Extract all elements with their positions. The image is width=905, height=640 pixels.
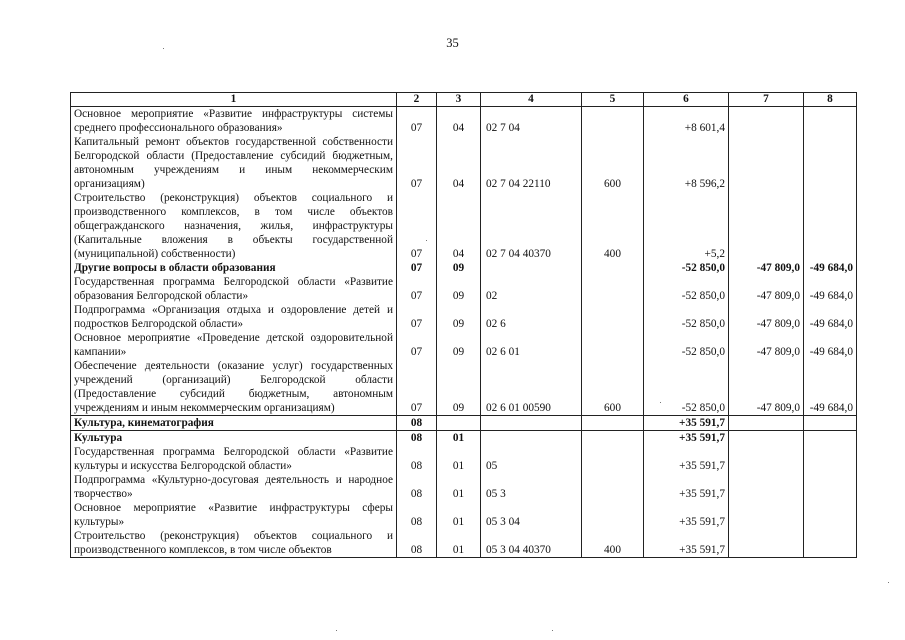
- expense-type-code: [582, 431, 644, 446]
- row-name: Основное мероприятие «Проведение детской оздоровительной кампании»: [71, 331, 397, 359]
- amount-col8: [804, 473, 857, 501]
- amount-col7: -47 809,0: [729, 303, 804, 331]
- expense-type-code: [582, 303, 644, 331]
- target-article-code: 05 3 04: [481, 501, 582, 529]
- amount-col6: +5,2: [644, 191, 729, 261]
- section-code: 08: [397, 431, 437, 446]
- amount-col8: -49 684,0: [804, 331, 857, 359]
- amount-col6: +8 601,4: [644, 107, 729, 136]
- amount-col6: -52 850,0: [644, 359, 729, 416]
- amount-col7: [729, 135, 804, 191]
- amount-col6: +35 591,7: [644, 445, 729, 473]
- scan-speck: [660, 402, 661, 403]
- amount-col6: +35 591,7: [644, 501, 729, 529]
- expense-type-code: [582, 501, 644, 529]
- scan-speck: [163, 48, 164, 49]
- target-article-code: 02 6 01 00590: [481, 359, 582, 416]
- target-article-code: 02 6 01: [481, 331, 582, 359]
- column-header: 1: [71, 93, 397, 107]
- scan-speck: [552, 630, 553, 631]
- table-row: [71, 275, 857, 303]
- table-row: [71, 431, 857, 446]
- amount-col7: [729, 431, 804, 446]
- amount-col8: -49 684,0: [804, 303, 857, 331]
- subsection-code: 04: [437, 191, 481, 261]
- amount-col6: -52 850,0: [644, 261, 729, 275]
- amount-col6: +35 591,7: [644, 431, 729, 446]
- row-name: Культура, кинематография: [71, 416, 397, 431]
- section-code: 07: [397, 135, 437, 191]
- subsection-code: 09: [437, 275, 481, 303]
- subsection-code: 01: [437, 445, 481, 473]
- column-header: 4: [481, 93, 582, 107]
- target-article-code: [481, 261, 582, 275]
- subsection-code: 01: [437, 529, 481, 558]
- amount-col6: +35 591,7: [644, 416, 729, 431]
- expense-type-code: [582, 416, 644, 431]
- amount-col6: +35 591,7: [644, 529, 729, 558]
- expense-type-code: [582, 445, 644, 473]
- section-code: 08: [397, 473, 437, 501]
- section-code: 07: [397, 191, 437, 261]
- table-row: [71, 331, 857, 359]
- table-row: [71, 529, 857, 558]
- amount-col6: -52 850,0: [644, 303, 729, 331]
- amount-col8: -49 684,0: [804, 275, 857, 303]
- target-article-code: 02 7 04: [481, 107, 582, 136]
- subsection-code: 01: [437, 501, 481, 529]
- scan-speck: [426, 240, 427, 241]
- amount-col8: [804, 416, 857, 431]
- amount-col8: [804, 191, 857, 261]
- subsection-code: 01: [437, 431, 481, 446]
- row-name: Основное мероприятие «Развитие инфраструктуры сферы культуры»: [71, 501, 397, 529]
- amount-col7: [729, 445, 804, 473]
- target-article-code: 02 7 04 22110: [481, 135, 582, 191]
- amount-col8: -49 684,0: [804, 359, 857, 416]
- row-name: Государственная программа Белгородской области «Развитие образования Белгородской области»: [71, 275, 397, 303]
- amount-col8: -49 684,0: [804, 261, 857, 275]
- row-name: Другие вопросы в области образования: [71, 261, 397, 275]
- expense-type-code: 400: [582, 191, 644, 261]
- section-code: 07: [397, 107, 437, 136]
- amount-col8: [804, 107, 857, 136]
- expense-type-code: [582, 473, 644, 501]
- amount-col7: [729, 107, 804, 136]
- row-name: Подпрограмма «Организация отдыха и оздоровление детей и подростков Белгородской области»: [71, 303, 397, 331]
- subsection-code: 09: [437, 261, 481, 275]
- target-article-code: 05 3: [481, 473, 582, 501]
- table-row: [71, 359, 857, 416]
- subsection-code: 04: [437, 135, 481, 191]
- amount-col7: [729, 501, 804, 529]
- table-row: [71, 501, 857, 529]
- column-header: 7: [729, 93, 804, 107]
- scan-speck: [336, 630, 337, 631]
- budget-table: [70, 92, 857, 558]
- table-row: [71, 107, 857, 136]
- section-code: 07: [397, 303, 437, 331]
- subsection-code: 09: [437, 359, 481, 416]
- expense-type-code: [582, 331, 644, 359]
- target-article-code: 05 3 04 40370: [481, 529, 582, 558]
- amount-col7: -47 809,0: [729, 331, 804, 359]
- scan-speck: [888, 582, 889, 583]
- column-header-row: [71, 93, 857, 107]
- subsection-code: 01: [437, 473, 481, 501]
- target-article-code: [481, 431, 582, 446]
- target-article-code: 02: [481, 275, 582, 303]
- amount-col8: [804, 431, 857, 446]
- amount-col6: -52 850,0: [644, 275, 729, 303]
- table-row: [71, 445, 857, 473]
- table-row: [71, 191, 857, 261]
- amount-col7: -47 809,0: [729, 275, 804, 303]
- table-row: [71, 303, 857, 331]
- page-number: 35: [446, 36, 459, 50]
- amount-col7: [729, 191, 804, 261]
- row-name: Государственная программа Белгородской области «Развитие культуры и искусства Белгородской области»: [71, 445, 397, 473]
- amount-col6: -52 850,0: [644, 331, 729, 359]
- amount-col7: -47 809,0: [729, 261, 804, 275]
- column-header: 5: [582, 93, 644, 107]
- section-code: 08: [397, 529, 437, 558]
- expense-type-code: [582, 261, 644, 275]
- section-code: 08: [397, 445, 437, 473]
- amount-col8: [804, 135, 857, 191]
- column-header: 6: [644, 93, 729, 107]
- section-code: 07: [397, 359, 437, 416]
- amount-col7: [729, 473, 804, 501]
- subsection-code: 09: [437, 303, 481, 331]
- amount-col8: [804, 445, 857, 473]
- amount-col7: -47 809,0: [729, 359, 804, 416]
- row-name: Строительство (реконструкция) объектов социального и производственного комплексов, в том числе объектов общегражданского назначения, жилья, инфраструктуры (Капитальные вложения в объекты государственной (муниципальной) собственности): [71, 191, 397, 261]
- amount-col6: +35 591,7: [644, 473, 729, 501]
- row-name: Культура: [71, 431, 397, 446]
- column-header: 3: [437, 93, 481, 107]
- amount-col6: +8 596,2: [644, 135, 729, 191]
- row-name: Основное мероприятие «Развитие инфраструктуры системы среднего профессионального образования»: [71, 107, 397, 136]
- column-header: 2: [397, 93, 437, 107]
- subsection-code: [437, 416, 481, 431]
- amount-col7: [729, 529, 804, 558]
- section-code: 07: [397, 261, 437, 275]
- subsection-code: 04: [437, 107, 481, 136]
- row-name: Обеспечение деятельности (оказание услуг) государственных учреждений (организаций) Белгородской области (Предоставление субсидий бюджетным, автономным учреждениям и иным некоммерческим организациям): [71, 359, 397, 416]
- expense-type-code: 600: [582, 359, 644, 416]
- target-article-code: 02 7 04 40370: [481, 191, 582, 261]
- row-name: Строительство (реконструкция) объектов социального и производственного комплексов, в том числе объектов: [71, 529, 397, 558]
- expense-type-code: 600: [582, 135, 644, 191]
- amount-col8: [804, 529, 857, 558]
- subsection-code: 09: [437, 331, 481, 359]
- amount-col8: [804, 501, 857, 529]
- table-row: [71, 416, 857, 431]
- amount-col7: [729, 416, 804, 431]
- target-article-code: 05: [481, 445, 582, 473]
- expense-type-code: 400: [582, 529, 644, 558]
- column-header: 8: [804, 93, 857, 107]
- section-code: 08: [397, 501, 437, 529]
- table-row: [71, 261, 857, 275]
- section-code: 07: [397, 275, 437, 303]
- target-article-code: [481, 416, 582, 431]
- section-code: 08: [397, 416, 437, 431]
- target-article-code: 02 6: [481, 303, 582, 331]
- table-row: [71, 135, 857, 191]
- row-name: Подпрограмма «Культурно-досуговая деятельность и народное творчество»: [71, 473, 397, 501]
- expense-type-code: [582, 107, 644, 136]
- section-code: 07: [397, 331, 437, 359]
- row-name: Капитальный ремонт объектов государственной собственности Белгородской области (Предоставление субсидий бюджетным, автономным учреждениям и иным некоммерческим организациям): [71, 135, 397, 191]
- table-row: [71, 473, 857, 501]
- expense-type-code: [582, 275, 644, 303]
